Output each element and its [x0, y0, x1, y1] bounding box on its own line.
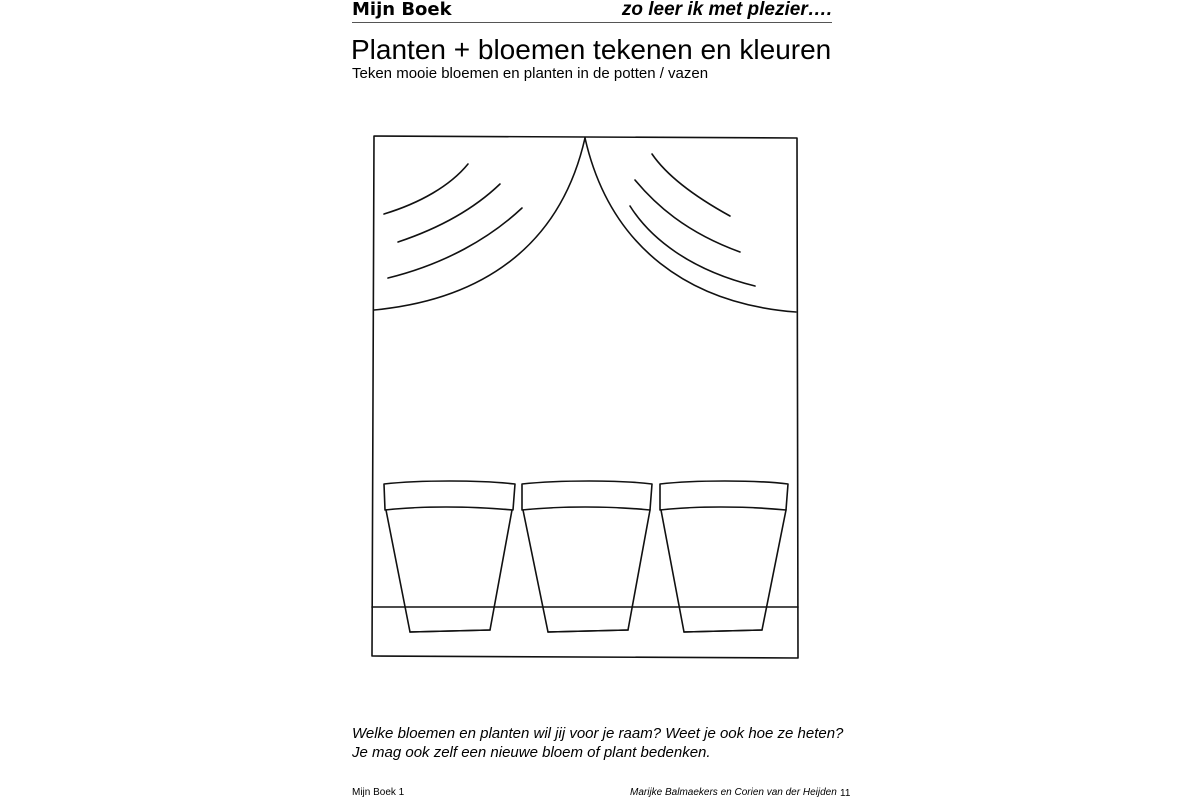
- flower-pot-2: [522, 481, 652, 632]
- question-text: [352, 724, 843, 762]
- header-divider: [352, 22, 832, 23]
- page-title: Planten + bloemen tekenen en kleuren: [351, 34, 832, 65]
- question-line-2: Je mag ook zelf een nieuwe bloem of plant bedenken.: [352, 744, 711, 761]
- flower-pot-1: [384, 481, 515, 632]
- page-instruction: Teken mooie bloemen en planten in de potten / vazen: [352, 65, 709, 82]
- curtain-left: [374, 138, 585, 310]
- book-title: Mijn Boek: [352, 0, 452, 20]
- header-tagline: zo leer ik met plezier….: [621, 0, 832, 20]
- question-line-1: Welke bloemen en planten wil jij voor je raam? Weet je ook hoe ze heten?: [352, 725, 844, 742]
- footer-authors: Marijke Balmaekers en Corien van der Heijden: [630, 787, 837, 798]
- flower-pot-3: [660, 481, 788, 632]
- page-number: 11: [840, 788, 851, 799]
- footer-book: Mijn Boek 1: [352, 787, 405, 798]
- window-drawing: [360, 128, 810, 668]
- window-frame: [372, 136, 798, 658]
- curtain-right: [585, 138, 796, 312]
